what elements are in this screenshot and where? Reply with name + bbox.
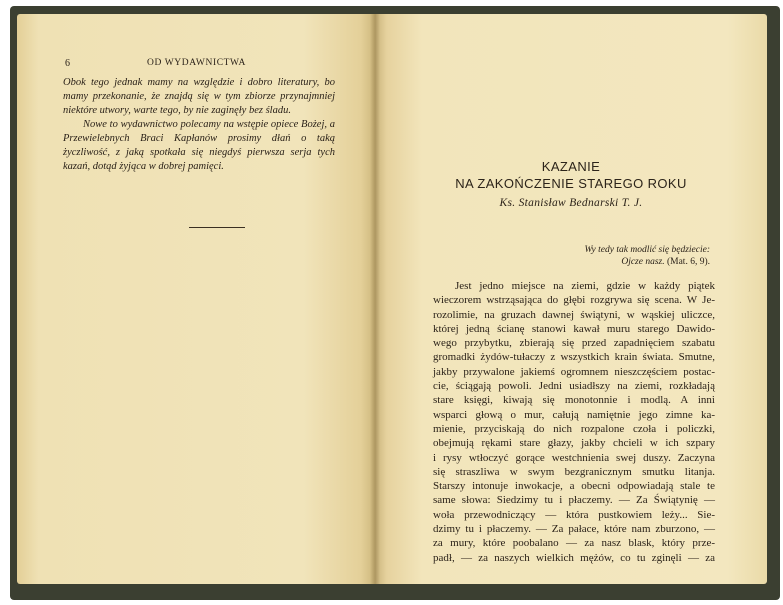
epigraph-line: Wy tedy tak modlić się będziecie:: [584, 245, 710, 255]
body-line: wsparci głową o mur, całują namiętnie jego zimne ka-: [433, 408, 715, 421]
body-line: dzimy tu i płaczemy. — Za pałace, które nam zburzono, —: [433, 523, 715, 536]
title-line: NA ZAKOŃCZENIE STAREGO ROKU: [455, 176, 687, 191]
body-line: Jest jedno miejsce na ziemi, gdzie w każdy piątek: [455, 280, 715, 292]
body-line: jakby przywalone jakiemś ogromnem nieszczęściem postac-: [433, 365, 715, 378]
left-page: [17, 14, 375, 584]
book-gutter: [370, 14, 380, 584]
body-line: której jedną ścianę stanowi kawał muru starego Dawido-: [433, 322, 715, 335]
sermon-title: [375, 158, 767, 192]
body-line: się straszliwa w swym bezgranicznym smutku litanja.: [433, 465, 715, 478]
body-line: woła przewodniczący — która pustkowiem leży... Sie-: [433, 508, 715, 521]
sermon-author: Ks. Stanisław Bednarski T. J.: [499, 197, 643, 209]
epigraph: [375, 244, 710, 268]
page-number: 6: [65, 58, 70, 69]
foreword-paragraph: Obok tego jednak mamy na względzie i dobro literatury, bo mamy przekonanie, że znajdą się w tym zbiorze przynajmniej niektóre utwory, warte tego, by nie zaginęły bez śladu.: [63, 77, 335, 116]
right-page: [375, 14, 767, 584]
body-line: za mury, które poobalano — za nasz blask, który prze-: [433, 537, 715, 550]
epigraph-line: [375, 256, 710, 268]
body-line: Starszy intonuje inwokacje, a obecni odpowiadają stale te: [433, 480, 715, 493]
foreword-text: [63, 76, 335, 174]
body-line: i rysy wtłoczyć gorące westchnienia swej duszy. Zaczyna: [433, 451, 715, 464]
epigraph-reference: (Mat. 6, 9).: [666, 257, 710, 267]
body-line: rozolimie, na gruzach dawnej świątyni, w wąskiej uliczce,: [433, 308, 715, 321]
epigraph-quote: Ojcze nasz.: [621, 257, 665, 267]
body-line: cie, ściągają powoli. Jedni usiadłszy na ziemi, rozkładają: [433, 380, 715, 393]
body-line: same słowa: Siedzimy tu i płaczemy. — Za Świątynię —: [433, 494, 715, 507]
body-line: wego przybytku, zbierają się przed zapadnięciem szabatu: [433, 337, 715, 350]
body-line: gromadki żydów-tułaczy z wszystkich krain świata. Smutne,: [433, 351, 715, 364]
body-line: mienie, przyciskają do nich rozpalone czoła i policzki,: [433, 422, 715, 435]
title-line: KAZANIE: [541, 159, 601, 174]
body-line: obejmują rękami stare głazy, jakby chcieli w ich szpary: [433, 437, 715, 450]
section-divider: [189, 227, 245, 228]
sermon-body: [433, 279, 715, 565]
body-line: padł, — za naszych wielkich mężów, co tu zginęli — za: [433, 551, 715, 564]
foreword-paragraph: Nowe to wydawnictwo polecamy na wstępie opiece Bożej, a Przewielebnych Braci Kapłanów prosimy dłań o taką życzliwość, z jaką spotkała się niegdyś pierwsza serja tych kazań, dotąd żyjąca w dobrej pamięci.: [63, 119, 335, 172]
body-line: stare księgi, kiwają się monotonnie i modlą. A inni: [433, 394, 715, 407]
running-head: OD WYDAWNICTWA: [147, 58, 247, 68]
body-line: wieczorem wstrząsająca do głębi rozgrywa się scena. W Je-: [433, 294, 715, 307]
